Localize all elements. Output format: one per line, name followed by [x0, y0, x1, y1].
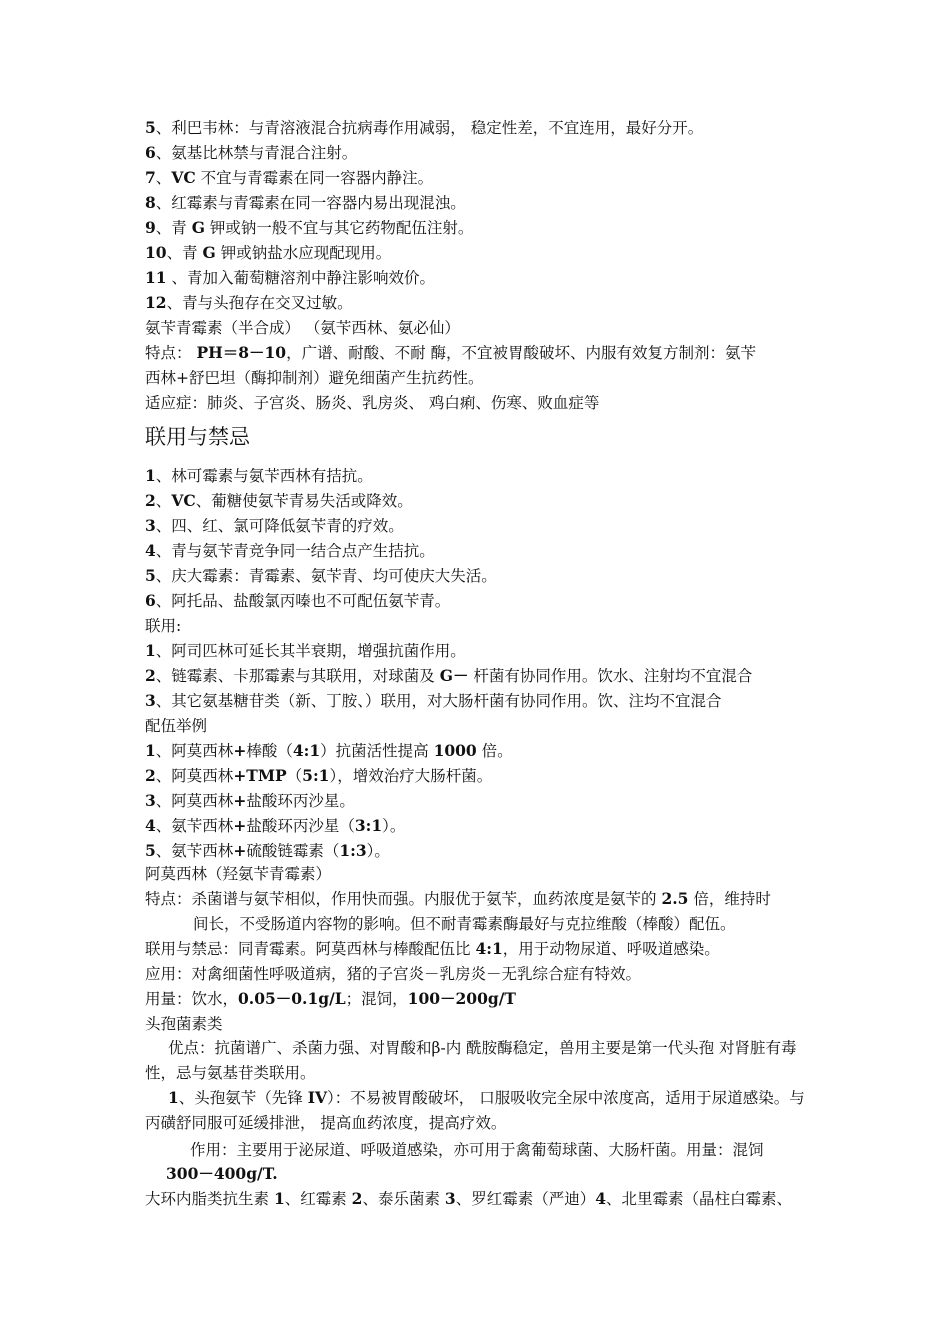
- example-item-2: 2、阿莫西林+TMP（5:1），增效治疗大肠杆菌。: [145, 766, 493, 785]
- line-ampicillin-title: 氨苄青霉素（半合成） （氨苄西林、氨必仙）: [145, 319, 460, 337]
- section-heading: 联用与禁忌: [145, 425, 250, 449]
- line-indications: 适应症：肺炎、子宫炎、肠炎、乳房炎、 鸡白痢、伤寒、败血症等: [145, 394, 600, 412]
- line-penicillin-g-1: 9、青 G 钾或钠一般不宜与其它药物配伍注射。: [145, 218, 474, 237]
- line-cross-allergy: 12、青与头孢存在交叉过敏。: [145, 293, 353, 312]
- amox-use: 应用：对禽细菌性呼吸道病，猪的子宫炎－乳房炎－无乳综合症有特效。: [145, 965, 642, 983]
- line-features: 特点： PH＝8－10，广谱、耐酸、不耐 酶，不宜被胃酸破坏、内服有效复方制剂：氨苄: [145, 343, 757, 362]
- example-item-5: 5、氨苄西林+硫酸链霉素（1:3）。: [145, 841, 390, 860]
- line-features-cont: 西林+舒巴坦（酶抑制剂）避免细菌产生抗药性。: [145, 369, 484, 387]
- contra-item-5: 5、庆大霉素：青霉素、氨苄青、均可使庆大失活。: [145, 566, 497, 585]
- combo-label: 联用:: [145, 617, 182, 635]
- line-vc: 7、VC 不宜与青霉素在同一容器内静注。: [145, 168, 434, 187]
- amox-combo: 联用与禁忌：同青霉素。阿莫西林与棒酸配伍比 4:1，用于动物尿道、呼吸道感染。: [145, 939, 720, 958]
- example-item-4: 4、氨苄西林+盐酸环丙沙星（3:1）。: [145, 816, 406, 835]
- example-item-3: 3、阿莫西林+盐酸环丙沙星。: [145, 791, 355, 810]
- amox-features: 特点：杀菌谱与氨苄相似，作用快而强。内服优于氨苄，血药浓度是氨苄的 2.5 倍，维持时: [145, 889, 771, 908]
- example-item-1: 1、阿莫西林+棒酸（4:1）抗菌活性提高 1000 倍。: [145, 741, 513, 760]
- contra-item-4: 4、青与氨苄青竞争同一结合点产生拮抗。: [145, 541, 435, 560]
- ceph-cephalexin: 1、头孢氨苄（先锋 IV）：不易被胃酸破坏， 口服吸收完全尿中浓度高，适用于尿道感染。与丙磺舒同服可延缓排泄， 提高血药浓度，提高疗效。: [145, 1088, 805, 1132]
- amox-features-cont: 间长，不受肠道内容物的影响。但不耐青霉素酶最好与克拉维酸（棒酸）配伍。: [193, 915, 736, 933]
- contra-item-2: 2、VC、葡糖使氨苄青易失活或降效。: [145, 491, 413, 510]
- contra-item-1: 1、林可霉素与氨苄西林有拮抗。: [145, 466, 373, 485]
- amox-dose: 用量：饮水，0.05－0.1g/L；混饲，100－200g/T: [145, 989, 516, 1008]
- macrolide-line: 大环内脂类抗生素 1、红霉素 2、泰乐菌素 3、罗红霉素（严迪）4、北里霉素（晶柱白霉素、: [145, 1189, 793, 1208]
- combo-item-3: 3、其它氨基糖苷类（新、丁胺、）联用，对大肠杆菌有协同作用。饮、注均不宜混合: [145, 691, 722, 710]
- ceph-title: 头孢菌素类: [145, 1015, 223, 1033]
- line-ribavirin: 5、利巴韦林：与青溶液混合抗病毒作用减弱， 稳定性差，不宜连用，最好分开。: [145, 118, 704, 137]
- amox-title: 阿莫西林（羟氨苄青霉素）: [145, 865, 332, 883]
- line-erythromycin: 8、红霉素与青霉素在同一容器内易出现混浊。: [145, 193, 466, 212]
- line-glucose: 11 、青加入葡萄糖溶剂中静注影响效价。: [145, 268, 436, 287]
- contra-item-6: 6、阿托品、盐酸氯丙嗪也不可配伍氨苄青。: [145, 591, 451, 610]
- ceph-advantages: 优点：抗菌谱广、杀菌力强、对胃酸和β-内 酰胺酶稳定，兽用主要是第一代头孢 对肾脏有毒性，忌与氨基苷类联用。: [145, 1039, 797, 1082]
- example-label: 配伍举例: [145, 717, 208, 735]
- line-penicillin-g-2: 10、青 G 钾或钠盐水应现配现用。: [145, 243, 392, 262]
- ceph-effect-dose: 300－400g/T.: [166, 1164, 278, 1183]
- contra-item-3: 3、四、红、氯可降低氨苄青的疗效。: [145, 516, 404, 535]
- line-aminopyrine: 6、氨基比林禁与青混合注射。: [145, 143, 358, 162]
- combo-item-1: 1、阿司匹林可延长其半衰期，增强抗菌作用。: [145, 641, 466, 660]
- ceph-effect: 作用：主要用于泌尿道、呼吸道感染，亦可用于禽葡萄球菌、大肠杆菌。用量：混饲: [190, 1141, 764, 1159]
- combo-item-2: 2、链霉素、卡那霉素与其联用，对球菌及 G－ 杆菌有协同作用。饮水、注射均不宜混合: [145, 666, 753, 685]
